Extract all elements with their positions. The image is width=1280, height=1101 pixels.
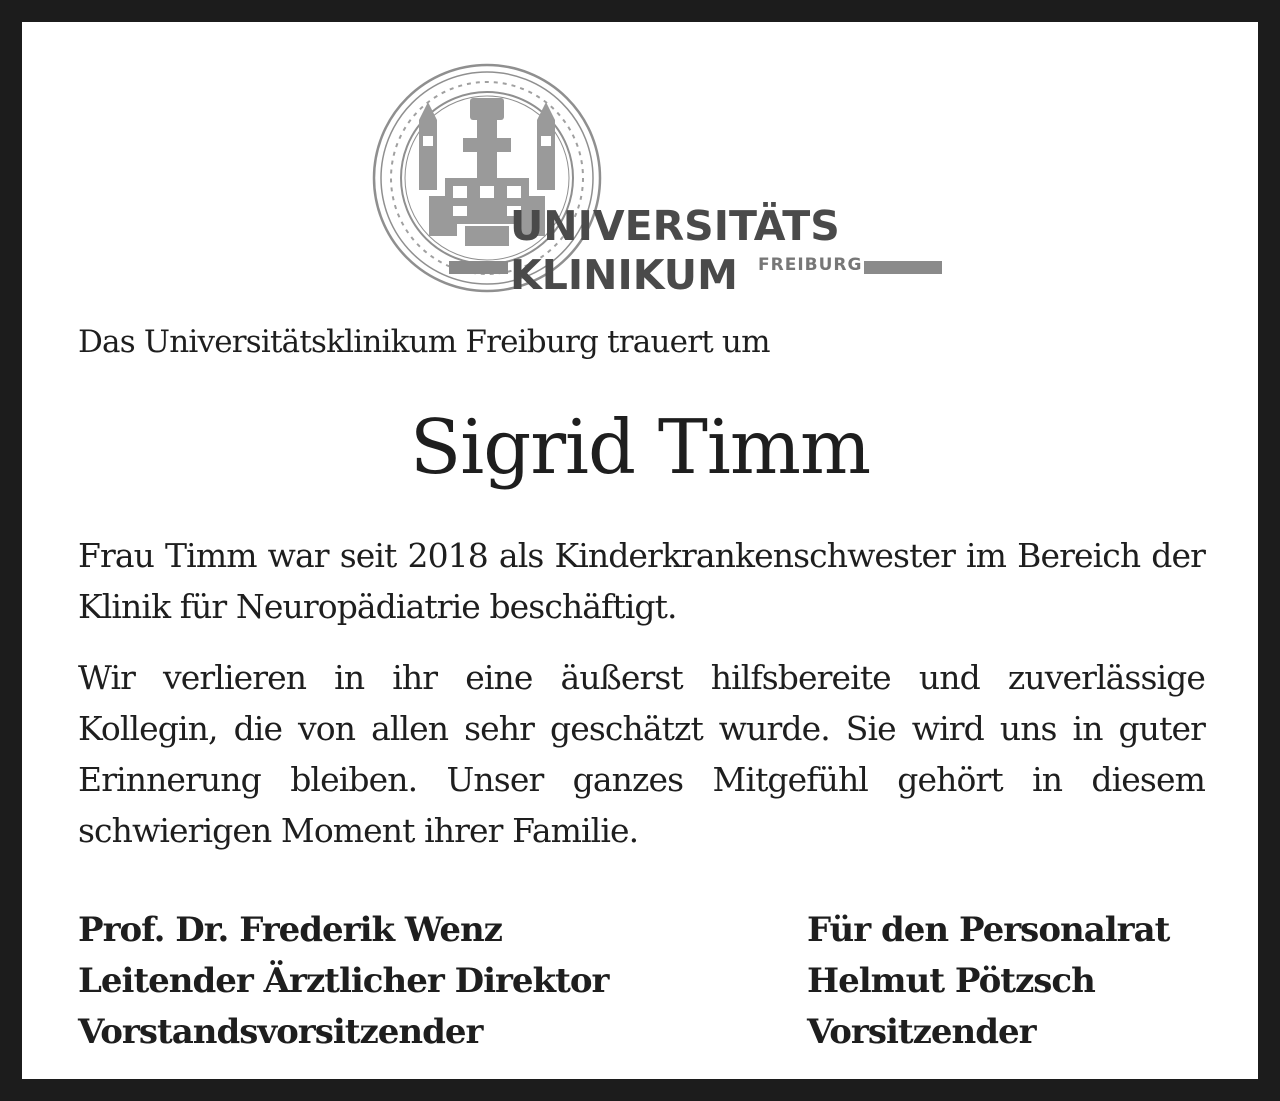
signature-staff-council — [807, 905, 1169, 1058]
signature-council-role: Vorsitzender — [807, 1012, 1036, 1052]
signature-council-name: Helmut Pötzsch — [807, 961, 1095, 1001]
deceased-name: Sigrid Timm — [409, 403, 871, 491]
logo-text-freiburg: FREIBURG — [758, 255, 863, 275]
university-hospital-logo — [367, 58, 927, 298]
employment-paragraph: Frau Timm war seit 2018 als Kinderkrankenschwester im Bereich der Klinik für Neuropädiatrie beschäftigt. — [78, 536, 1205, 626]
signature-director-title: Leitender Ärztlicher Direktor — [78, 961, 609, 1001]
logo-bar-right — [864, 261, 942, 274]
logo-bar-left — [449, 261, 508, 274]
signature-council-label: Für den Personalrat — [807, 910, 1170, 950]
logo-text-klinikum: KLINIKUM — [510, 251, 738, 299]
signature-director — [78, 905, 608, 1058]
notice-sheet — [22, 22, 1258, 1079]
signature-director-name: Prof. Dr. Frederik Wenz — [78, 910, 502, 950]
intro-text: Das Universitätsklinikum Freiburg trauert um — [78, 324, 770, 360]
condolence-paragraph: Wir verlieren in ihr eine äußerst hilfsbereite und zuverlässige Kollegin, die von allen sehr geschätzt wurde. Sie wird uns in guter Erinnerung bleiben. Unser ganzes Mitgefühl gehört in diesem schwierigen Moment ihrer Familie. — [78, 658, 1205, 850]
logo-text-universitaets: UNIVERSITÄTS — [510, 202, 840, 250]
signature-director-role: Vorstandsvorsitzender — [78, 1012, 483, 1052]
